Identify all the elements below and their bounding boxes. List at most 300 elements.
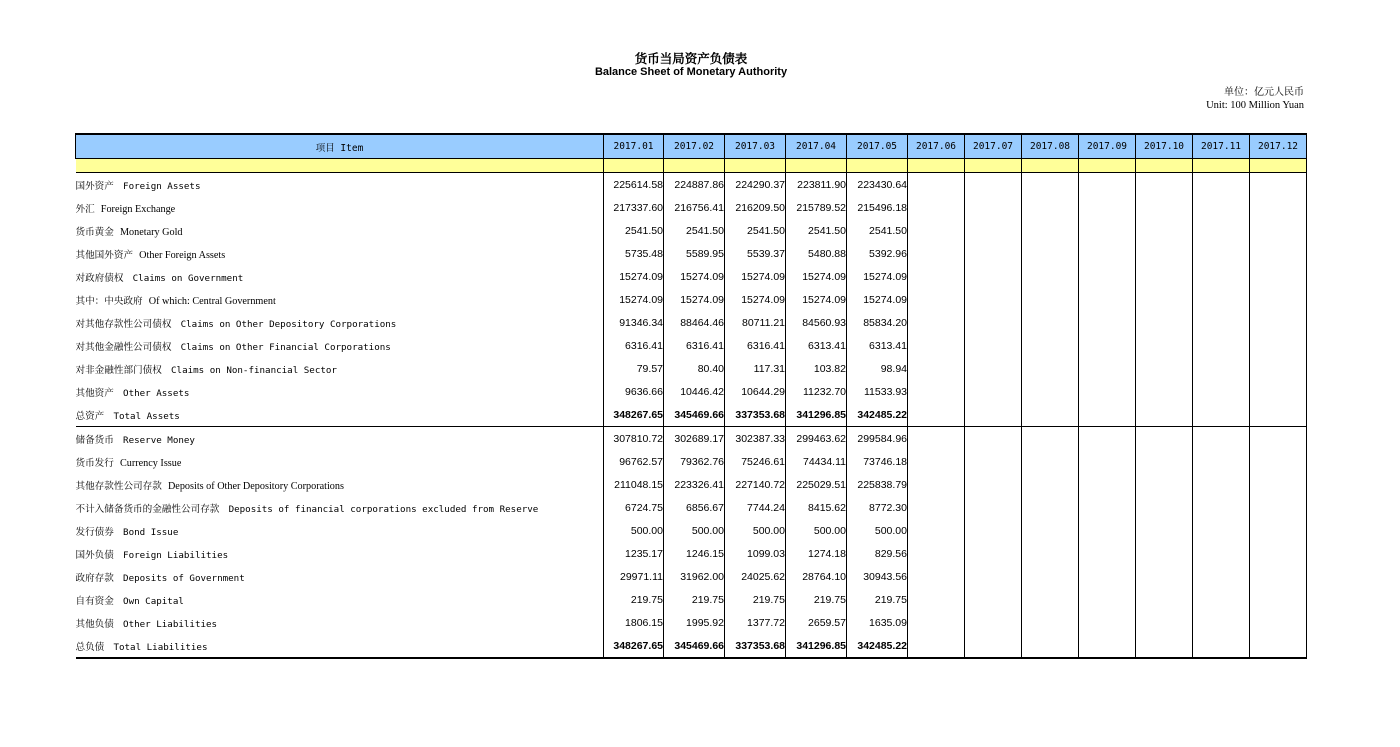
empty-cell — [908, 450, 965, 473]
value-cell: 103.82 — [786, 357, 847, 380]
empty-cell — [965, 357, 1022, 380]
empty-cell — [1079, 450, 1136, 473]
empty-cell — [1193, 542, 1250, 565]
empty-cell — [1136, 427, 1193, 451]
row-label-cn: 对政府债权 — [75, 272, 124, 284]
header-row — [76, 134, 1307, 159]
row-label-en: Currency Issue — [119, 457, 182, 469]
empty-cell — [908, 242, 965, 265]
value-cell: 348267.65 — [604, 403, 664, 427]
empty-cell — [1079, 265, 1136, 288]
empty-cell — [1022, 473, 1079, 496]
value-cell: 15274.09 — [664, 288, 725, 311]
empty-cell — [1136, 265, 1193, 288]
empty-cell — [1136, 611, 1193, 634]
row-label-cn: 货币发行 — [75, 457, 114, 469]
column-header-month: 2017.05 — [847, 134, 908, 159]
empty-cell — [965, 519, 1022, 542]
empty-cell — [1193, 242, 1250, 265]
empty-cell — [965, 427, 1022, 451]
empty-cell — [1193, 380, 1250, 403]
empty-cell — [1193, 311, 1250, 334]
table-row — [76, 288, 1307, 311]
row-label — [76, 196, 604, 219]
empty-cell — [1136, 565, 1193, 588]
value-cell: 2541.50 — [725, 219, 786, 242]
row-label-en: Claims on Non-financial Sector — [171, 364, 337, 376]
value-cell: 216756.41 — [664, 196, 725, 219]
row-label-cn: 总负债 — [75, 641, 105, 653]
empty-cell — [965, 288, 1022, 311]
empty-cell — [1193, 357, 1250, 380]
unit-label-en: Unit: 100 Million Yuan — [1206, 100, 1304, 111]
row-label-cn: 政府存款 — [75, 572, 114, 584]
empty-cell — [1193, 403, 1250, 427]
row-label — [76, 450, 604, 473]
empty-cell — [1079, 334, 1136, 357]
empty-cell — [1136, 634, 1193, 658]
value-cell: 219.75 — [725, 588, 786, 611]
table-row — [76, 242, 1307, 265]
row-label — [76, 265, 604, 288]
empty-cell — [1079, 427, 1136, 451]
empty-cell — [1136, 219, 1193, 242]
empty-cell — [908, 519, 965, 542]
value-cell: 2541.50 — [786, 219, 847, 242]
empty-cell — [965, 334, 1022, 357]
row-label-cn: 国外负债 — [75, 549, 114, 561]
value-cell: 5392.96 — [847, 242, 908, 265]
empty-cell — [1193, 496, 1250, 519]
row-label-en: Total Assets — [113, 410, 180, 422]
row-label — [76, 242, 604, 265]
empty-cell — [965, 242, 1022, 265]
empty-cell — [1022, 588, 1079, 611]
value-cell: 1246.15 — [664, 542, 725, 565]
value-cell: 829.56 — [847, 542, 908, 565]
empty-cell — [1022, 334, 1079, 357]
empty-cell — [1079, 496, 1136, 519]
value-cell: 337353.68 — [725, 634, 786, 658]
table-row — [76, 311, 1307, 334]
value-cell: 6316.41 — [725, 334, 786, 357]
empty-cell — [1193, 634, 1250, 658]
column-header-month: 2017.04 — [786, 134, 847, 159]
value-cell: 299463.62 — [786, 427, 847, 451]
empty-cell — [1250, 311, 1307, 334]
empty-cell — [965, 219, 1022, 242]
value-cell: 7744.24 — [725, 496, 786, 519]
column-header-month: 2017.06 — [908, 134, 965, 159]
empty-cell — [1079, 357, 1136, 380]
value-cell: 2541.50 — [847, 219, 908, 242]
empty-cell — [965, 634, 1022, 658]
row-label-en: Deposits of financial corporations excluded from Reserve — [228, 503, 539, 515]
value-cell: 74434.11 — [786, 450, 847, 473]
row-label-en: Foreign Assets — [123, 180, 201, 192]
value-cell: 15274.09 — [664, 265, 725, 288]
row-label-en: Claims on Other Depository Corporations — [180, 318, 397, 330]
value-cell: 1235.17 — [604, 542, 664, 565]
empty-cell — [1022, 450, 1079, 473]
empty-cell — [1079, 311, 1136, 334]
row-label-cn: 外汇 — [75, 203, 95, 215]
empty-cell — [1250, 588, 1307, 611]
value-cell: 6724.75 — [604, 496, 664, 519]
row-label — [76, 542, 604, 565]
unit-label-cn: 单位：亿元人民币 — [1224, 87, 1304, 98]
row-label-cn: 总资产 — [75, 410, 105, 422]
table-row — [76, 473, 1307, 496]
row-label-en: Claims on Other Financial Corporations — [180, 341, 391, 353]
empty-cell — [1193, 611, 1250, 634]
row-label — [76, 380, 604, 403]
empty-cell — [1193, 450, 1250, 473]
page-title-en: Balance Sheet of Monetary Authority — [594, 66, 788, 78]
table-row — [76, 265, 1307, 288]
balance-sheet-table — [75, 133, 1307, 659]
value-cell: 80711.21 — [725, 311, 786, 334]
value-cell: 302689.17 — [664, 427, 725, 451]
empty-cell — [1136, 519, 1193, 542]
empty-cell — [965, 196, 1022, 219]
row-label-en: Claims on Government — [132, 272, 244, 284]
value-cell: 224887.86 — [664, 173, 725, 197]
value-cell: 219.75 — [786, 588, 847, 611]
value-cell: 15274.09 — [604, 288, 664, 311]
total-row — [76, 634, 1307, 658]
row-label-cn: 其他国外资产 — [75, 249, 134, 261]
value-cell: 223811.90 — [786, 173, 847, 197]
value-cell: 96762.57 — [604, 450, 664, 473]
empty-cell — [908, 334, 965, 357]
value-cell: 2541.50 — [604, 219, 664, 242]
table-body — [76, 159, 1307, 659]
empty-cell — [1250, 380, 1307, 403]
value-cell: 215789.52 — [786, 196, 847, 219]
empty-cell — [1079, 519, 1136, 542]
empty-cell — [1136, 242, 1193, 265]
empty-cell — [1079, 473, 1136, 496]
empty-cell — [1250, 611, 1307, 634]
value-cell: 225029.51 — [786, 473, 847, 496]
row-label-en: Bond Issue — [123, 526, 179, 538]
value-cell: 11232.70 — [786, 380, 847, 403]
value-cell: 88464.46 — [664, 311, 725, 334]
value-cell: 24025.62 — [725, 565, 786, 588]
row-label — [76, 519, 604, 542]
value-cell: 1635.09 — [847, 611, 908, 634]
value-cell: 1377.72 — [725, 611, 786, 634]
value-cell: 307810.72 — [604, 427, 664, 451]
empty-cell — [1193, 565, 1250, 588]
value-cell: 15274.09 — [847, 265, 908, 288]
empty-cell — [1193, 219, 1250, 242]
table-row — [76, 380, 1307, 403]
row-label — [76, 565, 604, 588]
total-row — [76, 403, 1307, 427]
value-cell: 342485.22 — [847, 634, 908, 658]
value-cell: 15274.09 — [604, 265, 664, 288]
empty-cell — [1022, 173, 1079, 197]
table-row — [76, 173, 1307, 197]
empty-cell — [1079, 288, 1136, 311]
empty-cell — [908, 311, 965, 334]
value-cell: 15274.09 — [725, 265, 786, 288]
empty-cell — [1022, 519, 1079, 542]
row-label-cn: 自有资金 — [75, 595, 114, 607]
row-label-en: Other Liabilities — [123, 618, 218, 630]
empty-cell — [1136, 173, 1193, 197]
value-cell: 117.31 — [725, 357, 786, 380]
table-row — [76, 450, 1307, 473]
empty-cell — [965, 473, 1022, 496]
row-label-cn: 其他资产 — [75, 387, 114, 399]
row-label — [76, 311, 604, 334]
empty-cell — [1022, 496, 1079, 519]
empty-cell — [1136, 542, 1193, 565]
empty-cell — [1250, 196, 1307, 219]
empty-cell — [965, 611, 1022, 634]
empty-cell — [908, 196, 965, 219]
value-cell: 31962.00 — [664, 565, 725, 588]
value-cell: 10446.42 — [664, 380, 725, 403]
value-cell: 80.40 — [664, 357, 725, 380]
row-label — [76, 588, 604, 611]
empty-cell — [1022, 357, 1079, 380]
row-label-cn: 对其他存款性公司债权 — [75, 318, 172, 330]
empty-cell — [1136, 588, 1193, 611]
value-cell: 348267.65 — [604, 634, 664, 658]
column-header-month: 2017.10 — [1136, 134, 1193, 159]
empty-cell — [1022, 219, 1079, 242]
spacer-row — [76, 159, 1307, 173]
empty-cell — [908, 357, 965, 380]
empty-cell — [1250, 357, 1307, 380]
column-header-month: 2017.01 — [604, 134, 664, 159]
row-label — [76, 427, 604, 451]
empty-cell — [908, 265, 965, 288]
value-cell: 219.75 — [847, 588, 908, 611]
empty-cell — [1193, 334, 1250, 357]
empty-cell — [1250, 565, 1307, 588]
value-cell: 8415.62 — [786, 496, 847, 519]
column-header-item: 项目 Item — [76, 134, 604, 159]
row-label — [76, 173, 604, 197]
empty-cell — [1193, 173, 1250, 197]
value-cell: 223326.41 — [664, 473, 725, 496]
value-cell: 1274.18 — [786, 542, 847, 565]
row-label-en: Monetary Gold — [119, 226, 183, 238]
value-cell: 225838.79 — [847, 473, 908, 496]
empty-cell — [1022, 311, 1079, 334]
empty-cell — [1193, 427, 1250, 451]
empty-cell — [1250, 427, 1307, 451]
row-label-cn: 对其他金融性公司债权 — [75, 341, 172, 353]
empty-cell — [1136, 403, 1193, 427]
empty-cell — [1136, 473, 1193, 496]
empty-cell — [1250, 173, 1307, 197]
value-cell: 302387.33 — [725, 427, 786, 451]
empty-cell — [1022, 427, 1079, 451]
empty-cell — [908, 380, 965, 403]
value-cell: 6316.41 — [604, 334, 664, 357]
row-label-en: Deposits of Other Depository Corporations — [167, 480, 344, 492]
empty-cell — [1136, 496, 1193, 519]
column-header-month: 2017.12 — [1250, 134, 1307, 159]
value-cell: 15274.09 — [847, 288, 908, 311]
value-cell: 6313.41 — [786, 334, 847, 357]
empty-cell — [1136, 196, 1193, 219]
empty-cell — [908, 219, 965, 242]
empty-cell — [1079, 219, 1136, 242]
row-label-en: Own Capital — [123, 595, 184, 607]
column-header-month: 2017.11 — [1193, 134, 1250, 159]
row-label-cn: 货币黄金 — [75, 226, 114, 238]
value-cell: 217337.60 — [604, 196, 664, 219]
empty-cell — [908, 473, 965, 496]
value-cell: 223430.64 — [847, 173, 908, 197]
value-cell: 1099.03 — [725, 542, 786, 565]
value-cell: 1995.92 — [664, 611, 725, 634]
value-cell: 299584.96 — [847, 427, 908, 451]
row-label-cn: 储备货币 — [75, 434, 114, 446]
table-row — [76, 611, 1307, 634]
empty-cell — [965, 565, 1022, 588]
value-cell: 2541.50 — [664, 219, 725, 242]
value-cell: 341296.85 — [786, 403, 847, 427]
row-label-cn: 其他负债 — [75, 618, 114, 630]
empty-cell — [1079, 403, 1136, 427]
row-label — [76, 288, 604, 311]
value-cell: 9636.66 — [604, 380, 664, 403]
value-cell: 15274.09 — [786, 265, 847, 288]
value-cell: 5589.95 — [664, 242, 725, 265]
empty-cell — [1250, 334, 1307, 357]
row-label — [76, 611, 604, 634]
row-label — [76, 357, 604, 380]
table-row — [76, 542, 1307, 565]
empty-cell — [1079, 196, 1136, 219]
row-label-en: Foreign Exchange — [100, 203, 176, 215]
empty-cell — [965, 542, 1022, 565]
empty-cell — [1250, 403, 1307, 427]
value-cell: 345469.66 — [664, 634, 725, 658]
empty-cell — [965, 311, 1022, 334]
value-cell: 216209.50 — [725, 196, 786, 219]
empty-cell — [965, 450, 1022, 473]
table-row — [76, 496, 1307, 519]
value-cell: 6313.41 — [847, 334, 908, 357]
empty-cell — [1136, 334, 1193, 357]
empty-cell — [1136, 288, 1193, 311]
empty-cell — [1079, 588, 1136, 611]
value-cell: 79362.76 — [664, 450, 725, 473]
row-label — [76, 496, 604, 519]
empty-cell — [1250, 219, 1307, 242]
empty-cell — [1022, 565, 1079, 588]
empty-cell — [965, 265, 1022, 288]
empty-cell — [908, 288, 965, 311]
table-row — [76, 219, 1307, 242]
value-cell: 341296.85 — [786, 634, 847, 658]
empty-cell — [1193, 196, 1250, 219]
value-cell: 224290.37 — [725, 173, 786, 197]
row-label-en: Reserve Money — [123, 434, 195, 446]
row-label-en: Deposits of Government — [123, 572, 245, 584]
table-row — [76, 519, 1307, 542]
value-cell: 500.00 — [786, 519, 847, 542]
column-header-month: 2017.02 — [664, 134, 725, 159]
empty-cell — [1022, 542, 1079, 565]
value-cell: 337353.68 — [725, 403, 786, 427]
value-cell: 225614.58 — [604, 173, 664, 197]
column-header-month: 2017.08 — [1022, 134, 1079, 159]
empty-cell — [965, 403, 1022, 427]
empty-cell — [1022, 380, 1079, 403]
empty-cell — [1022, 611, 1079, 634]
empty-cell — [908, 588, 965, 611]
row-label — [76, 219, 604, 242]
table-row — [76, 334, 1307, 357]
empty-cell — [1079, 380, 1136, 403]
value-cell: 79.57 — [604, 357, 664, 380]
empty-cell — [1079, 611, 1136, 634]
row-label-en: Other Assets — [123, 387, 190, 399]
empty-cell — [1250, 542, 1307, 565]
column-header-month: 2017.09 — [1079, 134, 1136, 159]
row-label-en: Other Foreign Assets — [139, 249, 226, 261]
value-cell: 2659.57 — [786, 611, 847, 634]
value-cell: 84560.93 — [786, 311, 847, 334]
empty-cell — [1250, 242, 1307, 265]
row-label-en: Total Liabilities — [113, 641, 208, 653]
empty-cell — [965, 588, 1022, 611]
empty-cell — [1022, 265, 1079, 288]
empty-cell — [1079, 634, 1136, 658]
value-cell: 29971.11 — [604, 565, 664, 588]
value-cell: 342485.22 — [847, 403, 908, 427]
value-cell: 15274.09 — [786, 288, 847, 311]
value-cell: 5539.37 — [725, 242, 786, 265]
empty-cell — [965, 496, 1022, 519]
empty-cell — [1250, 450, 1307, 473]
empty-cell — [908, 496, 965, 519]
empty-cell — [1079, 173, 1136, 197]
row-label — [76, 334, 604, 357]
empty-cell — [1022, 242, 1079, 265]
value-cell: 85834.20 — [847, 311, 908, 334]
empty-cell — [1250, 288, 1307, 311]
empty-cell — [908, 565, 965, 588]
empty-cell — [1193, 265, 1250, 288]
page-title-cn: 货币当局资产负债表 — [634, 51, 748, 66]
row-label — [76, 634, 604, 658]
table-row — [76, 565, 1307, 588]
row-label — [76, 473, 604, 496]
table-row — [76, 427, 1307, 451]
row-label-cn: 发行债券 — [75, 526, 114, 538]
empty-cell — [965, 380, 1022, 403]
value-cell: 211048.15 — [604, 473, 664, 496]
row-label-cn: 其他存款性公司存款 — [75, 480, 162, 492]
empty-cell — [908, 634, 965, 658]
empty-cell — [1136, 380, 1193, 403]
row-label-cn: 不计入储备货币的金融性公司存款 — [75, 503, 220, 515]
empty-cell — [908, 173, 965, 197]
empty-cell — [1022, 196, 1079, 219]
empty-cell — [965, 173, 1022, 197]
